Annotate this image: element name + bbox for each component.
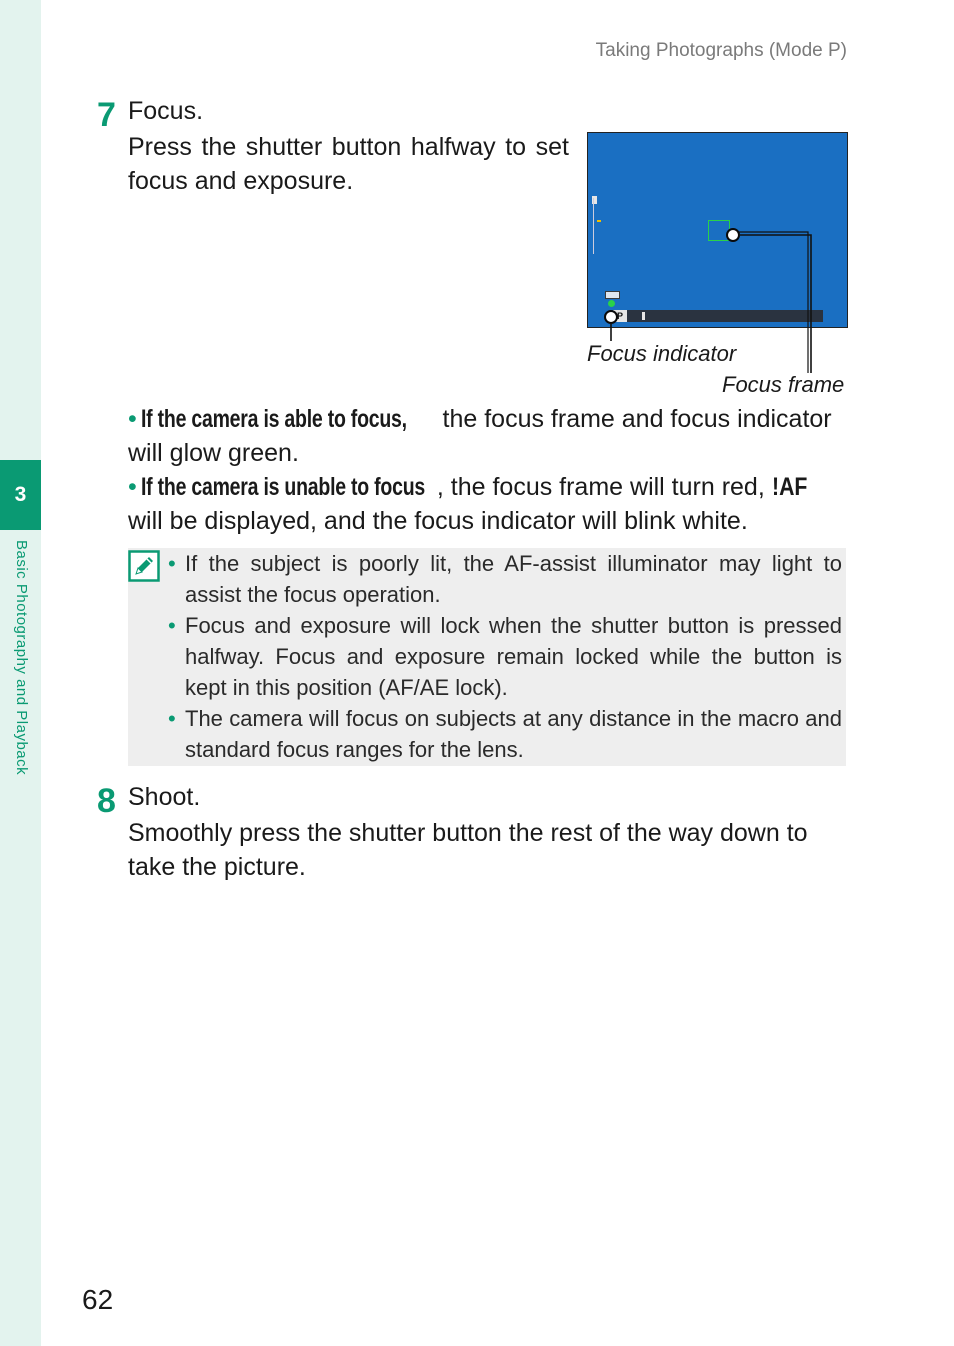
chapter-label: Basic Photography and Playback bbox=[13, 540, 30, 776]
bullet-dot: • bbox=[128, 405, 137, 433]
bullet-lead: If the camera is able to focus, bbox=[140, 405, 407, 433]
step-8-number: 8 bbox=[97, 782, 116, 820]
note-list bbox=[168, 548, 842, 765]
focus-indicator-label: Focus indicator bbox=[587, 341, 737, 366]
focus-frame-leader bbox=[727, 229, 811, 373]
focus-frame-label: Focus frame bbox=[722, 372, 845, 397]
note-item: • Focus and exposure will lock when the shutter button is pressed halfway. Focus and exposure remain locked while the button is kept in this position (AF/AE lock). bbox=[168, 613, 842, 700]
bullet-text-before: , the focus frame will turn red, bbox=[436, 473, 772, 501]
bullet-able-to-focus bbox=[128, 402, 848, 470]
note-item: • The camera will focus on subjects at any distance in the macro and standard focus ranges for the lens. bbox=[168, 706, 842, 762]
step-7-number: 7 bbox=[97, 96, 116, 134]
bullet-lead: If the camera is unable to focus bbox=[140, 473, 425, 501]
af-warning-icon: !AF bbox=[771, 473, 808, 501]
focus-indicator-leader bbox=[605, 311, 617, 341]
step-7-body: Press the shutter button halfway to set focus and exposure. bbox=[128, 133, 569, 195]
step-8-body: Smoothly press the shutter button the rest of the way down to take the picture. bbox=[128, 819, 808, 881]
page-number: 62 bbox=[82, 1284, 114, 1315]
bullet-text-after: will be displayed, and the focus indicator will blink white. bbox=[128, 507, 748, 535]
bullet-dot: • bbox=[128, 473, 137, 501]
note-item: • If the subject is poorly lit, the AF-assist illuminator may light to assist the focus operation. bbox=[168, 551, 842, 607]
chapter-number: 3 bbox=[14, 483, 27, 506]
bullet-unable-to-focus bbox=[128, 470, 848, 538]
bullet-text: the focus frame and focus indicator will glow green. bbox=[128, 405, 832, 467]
note-pencil-icon bbox=[128, 550, 160, 582]
running-header: Taking Photographs (Mode P) bbox=[595, 40, 847, 61]
step-7-title: Focus. bbox=[128, 97, 204, 125]
note-box bbox=[128, 548, 846, 766]
chapter-tab bbox=[0, 460, 41, 530]
shooting-mode-icon: P bbox=[613, 310, 627, 322]
step-8-title: Shoot. bbox=[128, 783, 201, 811]
